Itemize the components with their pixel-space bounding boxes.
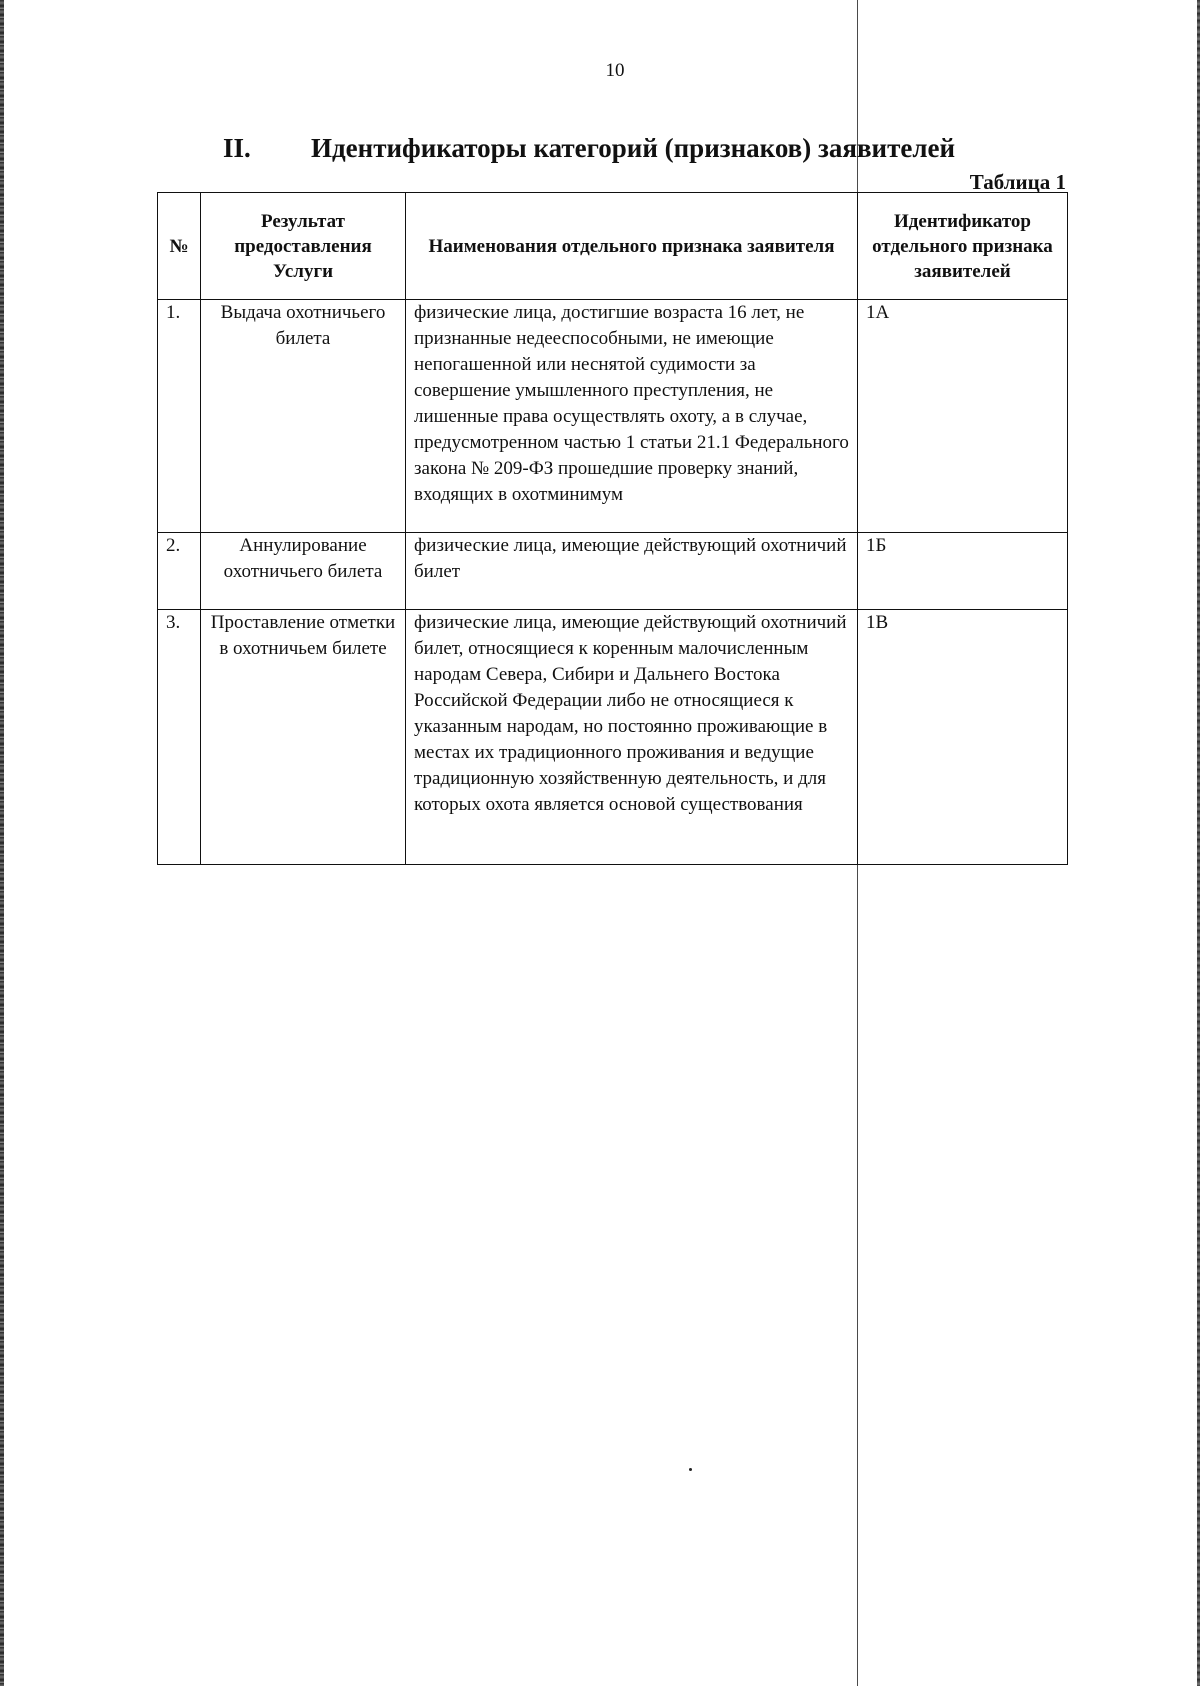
section-heading xyxy=(223,133,955,164)
scan-edge-left xyxy=(0,0,4,1686)
identifiers-table xyxy=(157,192,1068,865)
page-number: 10 xyxy=(605,60,625,81)
table-row xyxy=(158,300,1068,533)
row-identifier: 1В xyxy=(858,610,1068,865)
row-result: Проставление отметки в охотничьем билете xyxy=(201,610,406,865)
header-number: № xyxy=(158,193,201,300)
row-description: физические лица, имеющие действующий охотничий билет, относящиеся к коренным малочисленным народам Севера, Сибири и Дальнего Востока Российской Федерации либо не относящиеся к указанным народам, но постоянно проживающие в местах их традиционного проживания и ведущие традиционную хозяйственную деятельность, и для которых охота является основой существования xyxy=(406,610,858,865)
scan-speck xyxy=(689,1468,692,1471)
row-number: 2. xyxy=(158,533,201,610)
row-description: физические лица, имеющие действующий охотничий билет xyxy=(406,533,858,610)
row-description: физические лица, достигшие возраста 16 лет, не признанные недееспособными, не имеющие непогашенной или неснятой судимости за совершение умышленного преступления, не лишенные права осуществлять охоту, а в случае, предусмотренном частью 1 статьи 21.1 Федерального закона № 209-ФЗ прошедшие проверку знаний, входящих в охотминимум xyxy=(406,300,858,533)
table-row xyxy=(158,533,1068,610)
row-identifier: 1Б xyxy=(858,533,1068,610)
header-result: Результат предоставления Услуги xyxy=(201,193,406,300)
section-title: Идентификаторы категорий (признаков) заявителей xyxy=(311,133,956,163)
row-identifier: 1А xyxy=(858,300,1068,533)
row-number: 3. xyxy=(158,610,201,865)
header-identifier: Идентификатор отдельного признака заявителей xyxy=(858,193,1068,300)
row-result: Аннулирование охотничьего билета xyxy=(201,533,406,610)
header-name: Наименования отдельного признака заявителя xyxy=(406,193,858,300)
table-row xyxy=(158,610,1068,865)
section-number: II. xyxy=(223,133,251,163)
table-header-row xyxy=(158,193,1068,300)
row-number: 1. xyxy=(158,300,201,533)
table-caption: Таблица 1 xyxy=(969,170,1066,194)
row-result: Выдача охотничьего билета xyxy=(201,300,406,533)
